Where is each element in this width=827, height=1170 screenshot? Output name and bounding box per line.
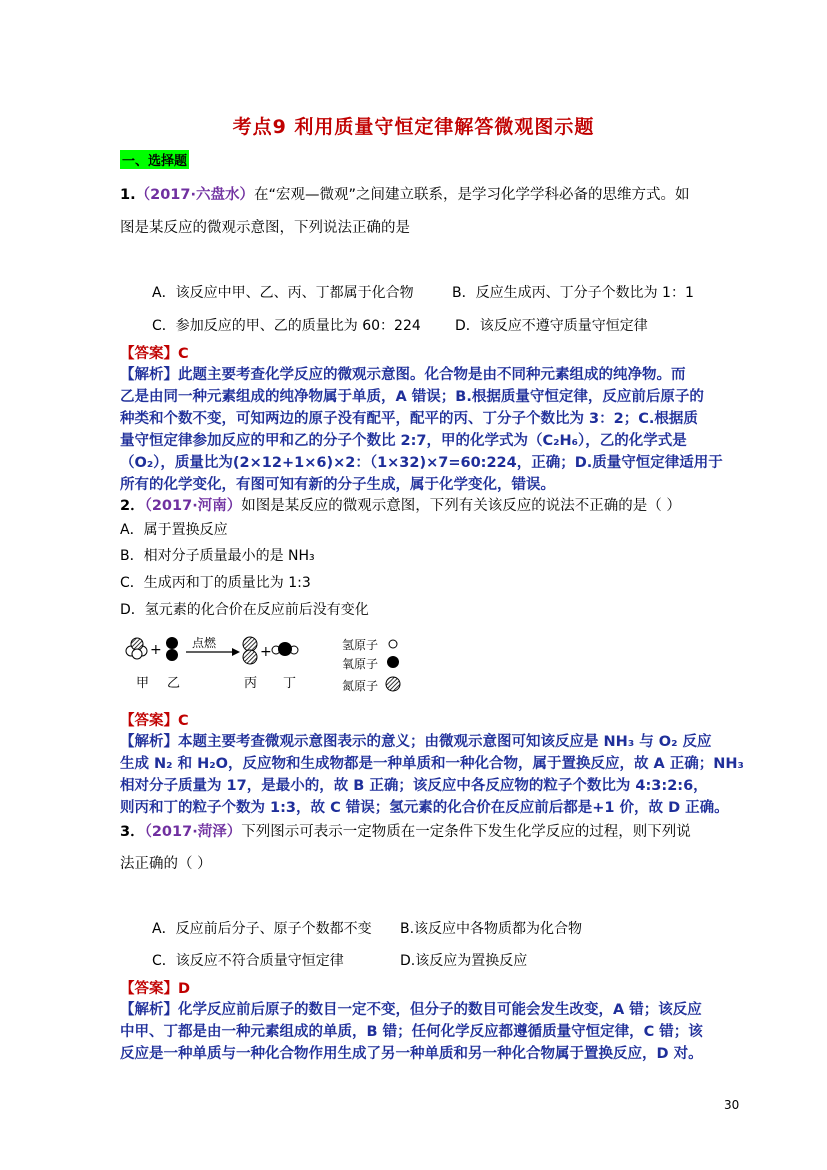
q2-explain-tag: 【解析】	[120, 734, 178, 750]
q3-explain-tag: 【解析】	[120, 1002, 178, 1018]
q2-label-bing: 丙	[244, 676, 258, 691]
q3-source: （2017·菏泽）	[144, 824, 242, 840]
q2-stem	[120, 494, 681, 515]
q1-explain-line5: （O₂），质量比为(2×12+1×6)×2：（1×32)×7=60:224，正确；D.质量守恒定律适用于	[120, 455, 723, 471]
q2-reaction-diagram	[124, 633, 424, 703]
q1-answer-tag: 【答案】	[120, 346, 178, 362]
q2-label-jia: 甲	[136, 676, 150, 691]
q3-option-a: A．反应前后分子、原子个数都不变	[152, 921, 372, 937]
q3-explain-line1	[120, 998, 702, 1019]
q3-stem-line2: 法正确的（ ）	[120, 856, 212, 872]
q2-molecule-bing	[243, 637, 257, 664]
page-number: 30	[724, 1098, 740, 1112]
q1-number: 1.	[120, 187, 136, 203]
q3-answer-value: D	[178, 981, 191, 997]
q1-stem-line2: 图是某反应的微观示意图，下列说法正确的是	[120, 220, 410, 236]
q2-option-b: B．相对分子质量最小的是 NH₃	[120, 548, 315, 564]
q2-explain-line3: 相对分子质量为 17，是最小的，故 B 正确；该反应中各反应物的粒子个数比为 4:3:2:6，	[120, 778, 708, 794]
q1-explain-line3: 种类和个数不变，可知两边的原子没有配平，配平的丙、丁分子个数比为 3：2；C.根据质	[120, 411, 698, 427]
q3-explain-line2: 中甲、丁都是由一种元素组成的单质，B 错；任何化学反应都遵循质量守恒定律，C 错；该	[120, 1024, 703, 1040]
q2-answer	[120, 709, 189, 730]
q2-explain-line4: 则丙和丁的粒子个数为 1:3，故 C 错误；氢元素的化合价在反应前后都是+1 价，故 D 正确。	[120, 800, 729, 816]
q2-label-ding: 丁	[283, 676, 297, 691]
q3-answer	[120, 977, 190, 998]
q2-explain-text: 本题主要考查微观示意图表示的意义；由微观示意图可知该反应是 NH₃ 与 O₂ 反应	[178, 734, 712, 750]
q2-condition-label: 点燃	[192, 636, 217, 650]
q2-molecule-jia	[126, 638, 147, 659]
q2-stem-text: 如图是某反应的微观示意图，下列有关该反应的说法不正确的是（ ）	[241, 498, 681, 514]
legend-nitrogen-symbol	[386, 677, 400, 691]
q1-stem-text: 在“宏观—微观”之间建立联系，是学习化学学科必备的思维方式。如	[253, 187, 690, 203]
q1-answer-value: C	[178, 346, 189, 362]
q1-explain-line6: 所有的化学变化，有图可知有新的分子生成，属于化学变化，错误。	[120, 477, 555, 493]
q2-option-c: C．生成丙和丁的质量比为 1:3	[120, 575, 311, 591]
q2-explain-line2: 生成 N₂ 和 H₂O，反应物和生成物都是一种单质和一种化合物，属于置换反应，故 A 正确；NH₃	[120, 756, 744, 772]
q2-molecule-ding	[272, 642, 298, 656]
q2-plus-1: +	[150, 642, 162, 658]
q2-answer-value: C	[178, 713, 189, 729]
legend-nitrogen-label: 氮原子	[342, 679, 379, 693]
q2-source: （2017·河南）	[144, 498, 242, 514]
legend-hydrogen-label: 氢原子	[342, 638, 379, 652]
q2-number: 2．	[120, 498, 145, 514]
section-heading: 一、选择题	[120, 150, 189, 169]
q2-molecule-yi	[166, 637, 178, 661]
q1-explain-line1	[120, 363, 686, 384]
legend-hydrogen-symbol	[389, 640, 397, 648]
legend-oxygen-label: 氧原子	[342, 657, 379, 671]
q2-diagram-svg	[124, 633, 424, 703]
q1-option-d: D．该反应不遵守质量守恒定律	[455, 318, 648, 334]
q1-explain-tag: 【解析】	[120, 367, 178, 383]
q1-stem-line1	[120, 183, 690, 204]
q1-option-c: C．参加反应的甲、乙的质量比为 60：224	[152, 318, 421, 334]
q3-number: 3．	[120, 824, 145, 840]
q1-explain-text: 此题主要考查化学反应的微观示意图。化合物是由不同种元素组成的纯净物。而	[178, 367, 686, 383]
q3-answer-tag: 【答案】	[120, 981, 178, 997]
q1-option-b: B．反应生成丙、丁分子个数比为 1：1	[452, 285, 694, 301]
q1-source: （2017·六盘水）	[135, 187, 254, 203]
q3-stem-text: 下列图示可表示一定物质在一定条件下发生化学反应的过程，则下列说	[241, 824, 691, 840]
q3-option-d: D.该反应为置换反应	[400, 953, 528, 969]
q1-answer	[120, 342, 189, 363]
q3-option-b: B.该反应中各物质都为化合物	[400, 921, 583, 937]
q2-option-a: A．属于置换反应	[120, 522, 228, 538]
q1-explain-line4: 量守恒定律参加反应的甲和乙的分子个数比 2:7，甲的化学式为（C₂H₆），乙的化学式是	[120, 433, 687, 449]
q3-explain-line3: 反应是一种单质与一种化合物作用生成了另一种单质和另一种化合物属于置换反应，D 对。	[120, 1046, 703, 1062]
q2-answer-tag: 【答案】	[120, 713, 178, 729]
q1-explain-line2: 乙是由同一种元素组成的纯净物属于单质，A 错误；B.根据质量守恒定律，反应前后原子的	[120, 389, 704, 405]
q2-explain-line1	[120, 730, 712, 751]
q2-plus-2: +	[260, 644, 272, 660]
page-title: 考点9 利用质量守恒定律解答微观图示题	[232, 116, 595, 138]
q1-option-a: A．该反应中甲、乙、丙、丁都属于化合物	[152, 285, 414, 301]
q2-option-d: D．氢元素的化合价在反应前后没有变化	[120, 602, 369, 618]
q3-option-c: C．该反应不符合质量守恒定律	[152, 953, 344, 969]
q2-label-yi: 乙	[167, 676, 181, 691]
q3-stem-line1	[120, 820, 691, 841]
q3-explain-text: 化学反应前后原子的数目一定不变，但分子的数目可能会发生改变，A 错；该反应	[178, 1002, 702, 1018]
legend-oxygen-symbol	[387, 656, 399, 668]
